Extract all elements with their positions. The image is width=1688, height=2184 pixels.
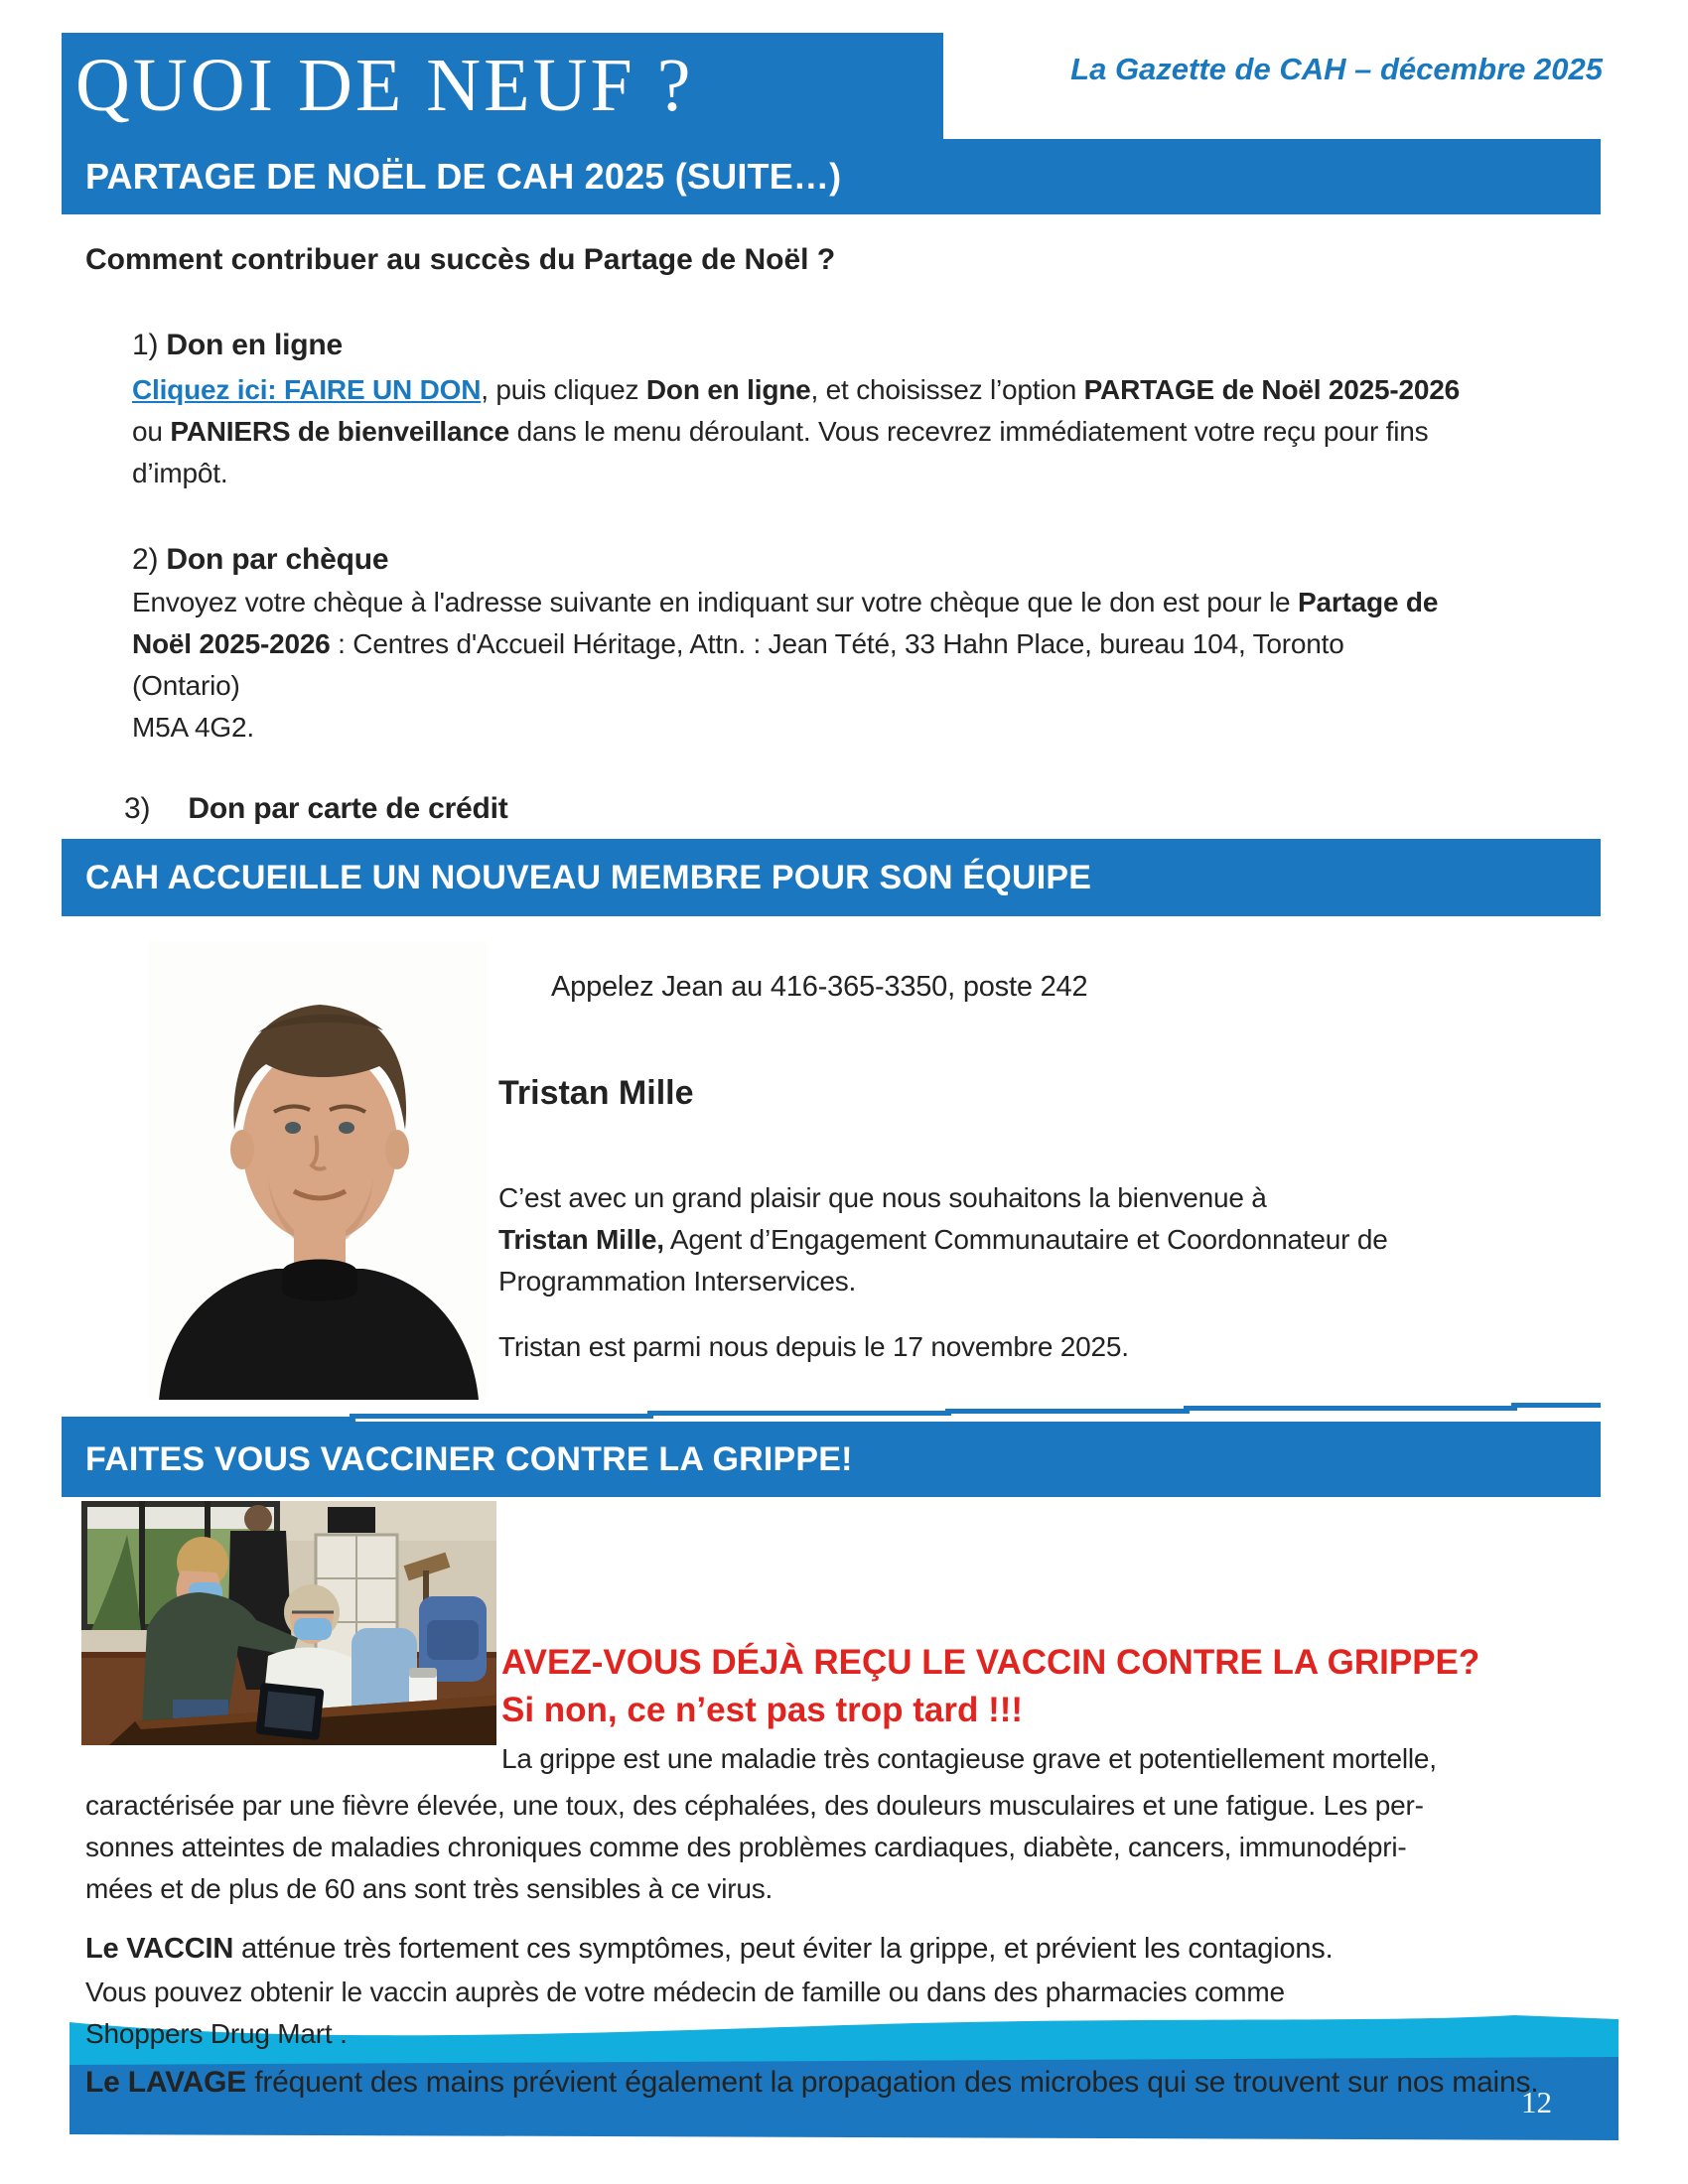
body-line bbox=[498, 1181, 1267, 1215]
divider-segment bbox=[945, 1409, 1190, 1414]
flu-alert-heading-line2: Si non, ce n’est pas trop tard !!! bbox=[501, 1691, 1024, 1729]
body-line bbox=[498, 1265, 856, 1298]
text-segment: Envoyez votre chèque à l'adresse suivante en indiquant sur votre chèque que le don est pour le bbox=[132, 587, 1299, 617]
text-segment: (Ontario) bbox=[132, 670, 240, 701]
flu-alert-heading-line1: AVEZ-VOUS DÉJÀ REÇU LE VACCIN CONTRE LA GRIPPE? bbox=[501, 1643, 1480, 1682]
text-segment: caractérisée par une fièvre élevée, une toux, des céphalées, des douleurs musculaires et une fatigue. Les per- bbox=[85, 1790, 1424, 1821]
body-line bbox=[501, 1742, 1437, 1776]
page-number: 12 bbox=[1521, 2085, 1552, 2119]
vaccination-scene-illustration bbox=[81, 1501, 496, 1745]
body-line bbox=[132, 586, 1438, 619]
list-number-2: 2) bbox=[132, 543, 159, 576]
section-bar-welcome-label: CAH ACCUEILLE UN NOUVEAU MEMBRE POUR SON ÉQUIPE bbox=[85, 858, 1092, 896]
text-segment: atténue très fortement ces symptômes, peut éviter la grippe, et prévient les contagions. bbox=[233, 1933, 1334, 1965]
phone-line: Appelez Jean au 416-365-3350, poste 242 bbox=[551, 971, 1088, 1003]
text-segment: Tristan est parmi nous depuis le 17 novembre 2025. bbox=[498, 1331, 1129, 1362]
text-segment: PANIERS de bienveillance bbox=[170, 416, 510, 447]
body-line bbox=[85, 1976, 1285, 2009]
header-title-box bbox=[62, 33, 943, 139]
divider-segment bbox=[647, 1411, 951, 1416]
divider-segment bbox=[350, 1414, 653, 1419]
section-bar-flu-label: FAITES VOUS VACCINER CONTRE LA GRIPPE! bbox=[85, 1439, 853, 1478]
gazette-caption: La Gazette de CAH – décembre 2025 bbox=[1070, 52, 1603, 86]
body-line bbox=[498, 1223, 1388, 1257]
text-segment: Noël 2025-2026 bbox=[132, 628, 331, 659]
section-bar-welcome bbox=[62, 839, 1601, 916]
list-item-1-heading bbox=[132, 328, 343, 363]
text-segment: dans le menu déroulant. Vous recevrez immédiatement votre reçu pour fins bbox=[509, 416, 1429, 447]
vaccination-photo bbox=[81, 1501, 496, 1745]
text-segment: Vous pouvez obtenir le vaccin auprès de votre médecin de famille ou dans des pharmacies comme bbox=[85, 1977, 1285, 2007]
section-bar-partage-label: PARTAGE DE NOËL DE CAH 2025 (SUITE…) bbox=[85, 156, 842, 197]
list-number-1: 1) bbox=[132, 329, 159, 361]
body-line bbox=[132, 711, 254, 745]
text-segment: Programmation Interservices. bbox=[498, 1266, 857, 1297]
text-segment: Tristan Mille, bbox=[498, 1224, 664, 1255]
body-line bbox=[132, 457, 227, 490]
list-item-2-heading bbox=[132, 542, 388, 578]
text-segment: d’impôt. bbox=[132, 458, 228, 488]
list-item-3-heading bbox=[124, 791, 508, 827]
section-bar-partage bbox=[62, 139, 1601, 214]
faire-un-don-link[interactable]: Cliquez ici: FAIRE UN DON bbox=[132, 374, 482, 405]
text-segment: : Centres d'Accueil Héritage, Attn. : Jean Tété, 33 Hahn Place, bureau 104, Toronto bbox=[330, 628, 1344, 659]
body-line bbox=[85, 2017, 348, 2051]
divider-segment bbox=[1184, 1406, 1517, 1411]
text-segment: , puis cliquez bbox=[481, 374, 646, 405]
tristan-portrait-illustration bbox=[149, 941, 487, 1400]
body-line bbox=[85, 1872, 773, 1906]
text-segment: La grippe est une maladie très contagieuse grave et potentiellement mortelle, bbox=[501, 1743, 1437, 1774]
tristan-photo bbox=[149, 941, 487, 1400]
body-line bbox=[132, 669, 240, 703]
text-segment: mées et de plus de 60 ans sont très sensibles à ce virus. bbox=[85, 1873, 774, 1904]
body-line bbox=[85, 1789, 1424, 1823]
body-line bbox=[132, 373, 1460, 407]
body-line bbox=[498, 1330, 1129, 1364]
list-label-2: Don par chèque bbox=[166, 543, 389, 576]
page-title: QUOI DE NEUF ? bbox=[75, 44, 694, 127]
body-line bbox=[85, 1831, 1407, 1864]
body-line bbox=[85, 1932, 1333, 1967]
section-bar-flu bbox=[62, 1422, 1601, 1497]
list-number-3: 3) bbox=[124, 792, 151, 825]
list-label-1: Don en ligne bbox=[166, 329, 344, 361]
text-segment: ou bbox=[132, 416, 171, 447]
text-segment: C’est avec un grand plaisir que nous souhaitons la bienvenue à bbox=[498, 1182, 1267, 1213]
text-segment: Le VACCIN bbox=[85, 1933, 234, 1965]
text-segment: M5A 4G2. bbox=[132, 712, 254, 743]
text-segment: Agent d’Engagement Communautaire et Coordonnateur de bbox=[663, 1224, 1388, 1255]
divider-segment bbox=[1511, 1403, 1601, 1408]
lavage-line bbox=[85, 2065, 1538, 2101]
text-segment: PARTAGE de Noël 2025-2026 bbox=[1083, 374, 1460, 405]
text-segment: sonnes atteintes de maladies chroniques comme des problèmes cardiaques, diabète, cancers, immunodépri- bbox=[85, 1832, 1407, 1862]
text-segment: , et choisissez l’option bbox=[810, 374, 1084, 405]
text-segment: Le LAVAGE bbox=[85, 2066, 247, 2099]
text-segment: Don en ligne bbox=[645, 374, 811, 405]
text-segment: Partage de bbox=[1298, 587, 1439, 617]
text-segment: fréquent des mains prévient également la propagation des microbes qui se trouvent sur nos mains. bbox=[246, 2066, 1539, 2099]
person-name-heading: Tristan Mille bbox=[498, 1074, 694, 1112]
intro-heading: Comment contribuer au succès du Partage de Noël ? bbox=[85, 243, 836, 276]
text-segment: Shoppers Drug Mart . bbox=[85, 2018, 348, 2049]
list-label-3: Don par carte de crédit bbox=[188, 792, 508, 825]
body-line bbox=[132, 627, 1344, 661]
body-line bbox=[132, 415, 1428, 449]
